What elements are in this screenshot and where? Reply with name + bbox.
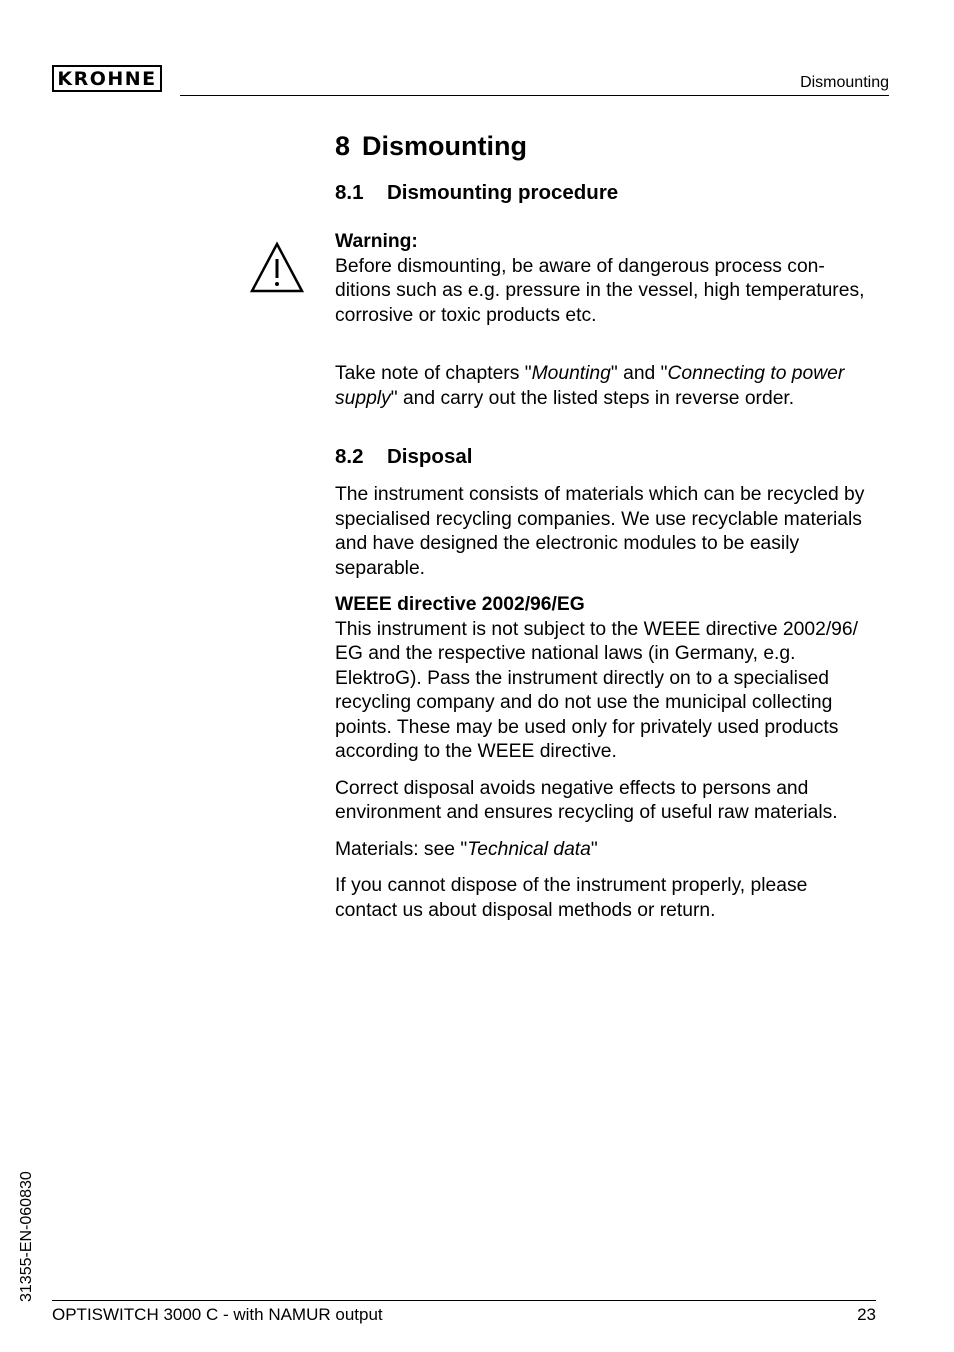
page-number: 23 xyxy=(857,1305,876,1324)
materials-paragraph: Materials: see "Technical data" xyxy=(335,838,598,860)
warning-triangle-icon xyxy=(249,240,305,294)
section-heading-8-2: 8.2 Disposal xyxy=(335,445,473,468)
header-rule xyxy=(180,95,889,96)
correct-disposal-paragraph: Correct disposal avoids negative effects to persons and environment and ensures recycling of useful raw materials. xyxy=(335,777,838,823)
krohne-logo: KROHNE xyxy=(52,65,162,92)
header-section-title: Dismounting xyxy=(800,74,889,91)
note-paragraph: Take note of chapters "Mounting" and "Connecting to power supply" and carry out the listed steps in reverse order. xyxy=(335,363,845,409)
warning-text: Before dismounting, be aware of dangerous process con- ditions such as e.g. pressure in the vessel, high temperatures, corrosive or toxic products etc. xyxy=(335,255,865,326)
contact-paragraph: If you cannot dispose of the instrument properly, please contact us about disposal methods or return. xyxy=(335,875,808,921)
section-heading-8-1: 8.1 Dismounting procedure xyxy=(335,181,619,204)
disposal-paragraph: The instrument consists of materials which can be recycled by specialised recycling companies. We use recyclable materials and have designed the electronic modules to be easily separable. xyxy=(335,484,865,579)
weee-heading: WEEE directive 2002/96/EG xyxy=(335,594,585,615)
document-code: 31355-EN-060830 xyxy=(18,1171,35,1302)
footer-product-name: OPTISWITCH 3000 C - with NAMUR output xyxy=(52,1305,383,1324)
warning-block xyxy=(335,230,895,328)
weee-paragraph: This instrument is not subject to the WEEE directive 2002/96/ EG and the respective national laws (in Germany, e.g. ElektroG). Pass the instrument directly on to a specialised recycling company and do not use the municipal collecting points. These may be used only for privately used products according to the WEEE directive. xyxy=(335,618,858,762)
warning-label: Warning: xyxy=(335,231,418,252)
footer-rule xyxy=(52,1300,876,1301)
main-content xyxy=(335,130,895,923)
chapter-title: 8 Dismounting xyxy=(335,131,528,161)
